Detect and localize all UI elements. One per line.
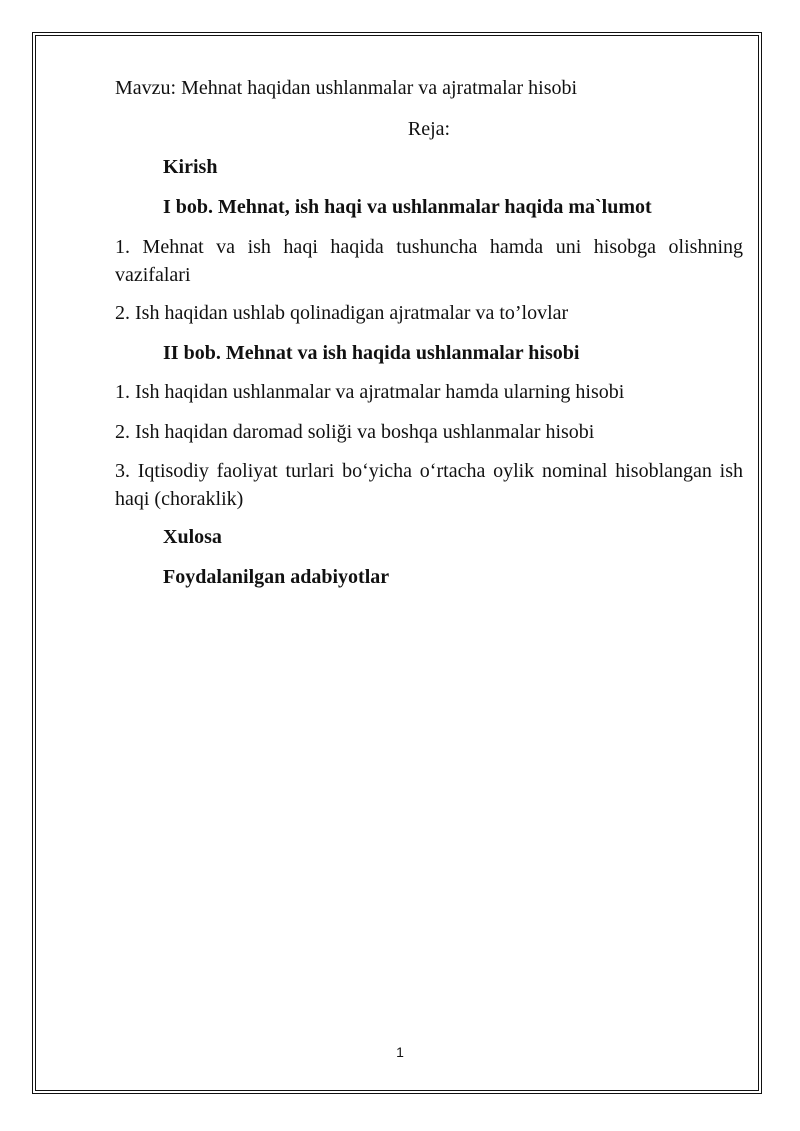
outline-intro: Kirish	[163, 156, 218, 178]
page-number: 1	[396, 1044, 404, 1060]
chapter1-title: I bob. Mehnat, ish haqi va ushlanmalar haqida ma`lumot	[163, 196, 652, 218]
page-border	[32, 32, 762, 1094]
chapter2-item-2: 2. Ish haqidan daromad soliği va boshqa ushlanmalar hisobi	[115, 421, 595, 443]
outline-conclusion: Xulosa	[163, 526, 222, 548]
chapter1-item-1: 1. Mehnat va ish haqi haqida tushuncha hamda uni hisobga olishning vazifalari	[115, 236, 743, 286]
chapter2-item-1: 1. Ish haqidan ushlanmalar va ajratmalar hamda ularning hisobi	[115, 381, 625, 403]
chapter2-title: II bob. Mehnat va ish haqida ushlanmalar hisobi	[163, 342, 580, 364]
outline-references: Foydalanilgan adabiyotlar	[163, 566, 390, 588]
plan-heading: Reja:	[407, 118, 451, 140]
chapter2-item-3: 3. Iqtisodiy faoliyat turlari bo‘yicha o‘rtacha oylik nominal hisoblangan ish haqi (choraklik)	[115, 460, 743, 510]
chapter1-item-2: 2. Ish haqidan ushlab qolinadigan ajratmalar va to’lovlar	[115, 302, 569, 324]
document-topic: Mavzu: Mehnat haqidan ushlanmalar va ajratmalar hisobi	[115, 77, 578, 99]
